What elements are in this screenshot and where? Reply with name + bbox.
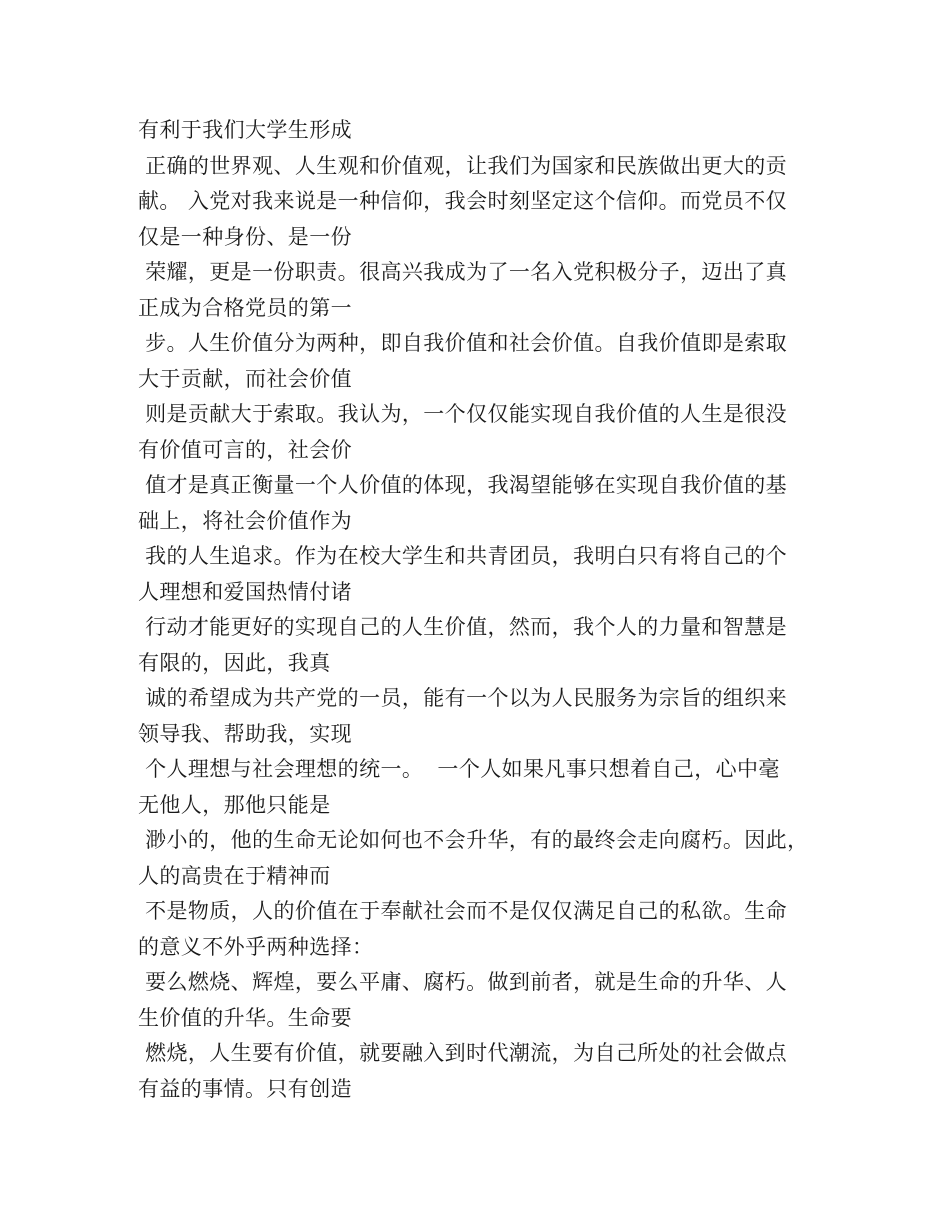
text-line: 仅是一种身份、是一份 bbox=[138, 224, 352, 249]
text-line: 正确的世界观、人生观和价值观，让我们为国家和民族做出更大的贡 bbox=[138, 153, 788, 178]
text-line: 则是贡献大于索取。我认为，一个仅仅能实现自我价值的人生是很没 bbox=[138, 402, 788, 426]
text-line: 个人理想与社会理想的统一。 一个人如果凡事只想着自己，心中毫 bbox=[138, 757, 780, 781]
body-text bbox=[138, 113, 828, 1107]
text-line: 荣耀，更是一份职责。很高兴我成为了一名入党积极分子，迈出了真 bbox=[138, 260, 788, 284]
text-line: 有利于我们大学生形成 bbox=[138, 118, 352, 142]
text-line: 要么燃烧、辉煌，要么平庸、腐朽。做到前者，就是生命的升华、人 bbox=[138, 970, 788, 994]
text-line: 生价值的升华。生命要 bbox=[138, 1005, 352, 1030]
text-line: 诚的希望成为共产党的一员，能有一个以为人民服务为宗旨的组织来 bbox=[138, 686, 788, 710]
text-line: 燃烧，人生要有价值，就要融入到时代潮流，为自己所处的社会做点 bbox=[138, 1041, 788, 1065]
text-line: 有限的，因此，我真 bbox=[138, 650, 331, 675]
text-line: 有益的事情。只有创造 bbox=[138, 1076, 352, 1101]
text-line: 有价值可言的，社会价 bbox=[138, 437, 352, 462]
text-line: 人理想和爱国热情付诸 bbox=[138, 579, 352, 604]
text-line: 不是物质，人的价值在于奉献社会而不是仅仅满足自己的私欲。生命 bbox=[138, 899, 788, 923]
text-line: 正成为合格党员的第一 bbox=[138, 295, 352, 320]
text-line: 大于贡献，而社会价值 bbox=[138, 366, 352, 391]
text-line: 的意义不外乎两种选择： bbox=[138, 934, 374, 959]
text-line: 无他人，那他只能是 bbox=[138, 792, 331, 817]
text-line: 步。人生价值分为两种，即自我价值和社会价值。自我价值即是索取 bbox=[138, 331, 788, 355]
text-line: 值才是真正衡量一个人价值的体现，我渴望能够在实现自我价值的基 bbox=[138, 473, 788, 497]
text-line: 渺小的，他的生命无论如何也不会升华，有的最终会走向腐朽。因此， bbox=[138, 828, 809, 852]
text-line: 人的高贵在于精神而 bbox=[138, 863, 331, 888]
text-line: 领导我、帮助我，实现 bbox=[138, 721, 352, 746]
text-line: 献。 入党对我来说是一种信仰，我会时刻坚定这个信仰。而党员不仅 bbox=[138, 189, 788, 213]
text-line: 行动才能更好的实现自己的人生价值，然而，我个人的力量和智慧是 bbox=[138, 615, 788, 639]
text-line: 我的人生追求。作为在校大学生和共青团员，我明白只有将自己的个 bbox=[138, 544, 788, 568]
text-line: 础上，将社会价值作为 bbox=[138, 508, 352, 533]
